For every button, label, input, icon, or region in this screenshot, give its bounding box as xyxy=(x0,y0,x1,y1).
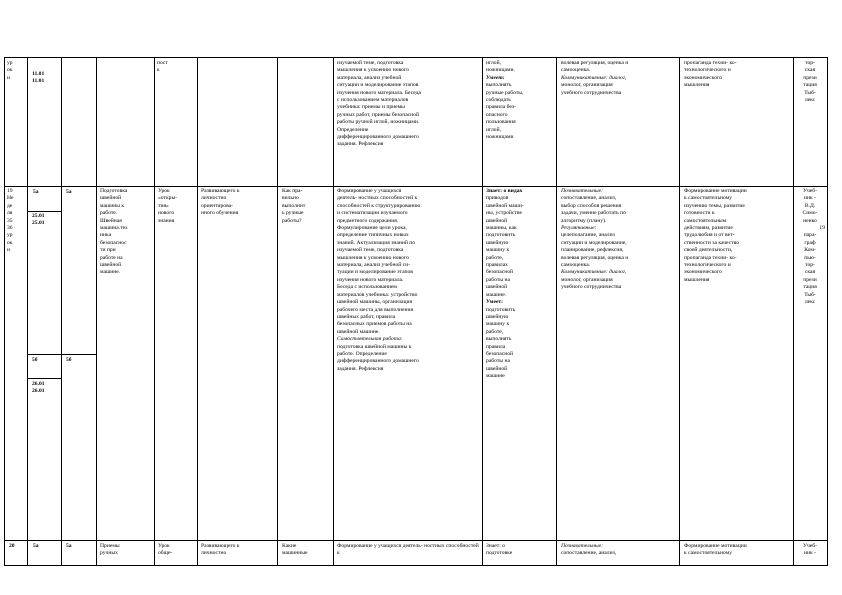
text-line: экономического xyxy=(684,74,722,81)
date-divider-c xyxy=(27,378,61,379)
text-line: нного обучения xyxy=(201,210,239,217)
text-line: пара- xyxy=(803,232,817,239)
text-line: швейной xyxy=(100,262,122,269)
text-line: Коммуникативные: диалог, xyxy=(561,269,627,276)
text-line: определение типичных новых xyxy=(337,232,409,239)
lesson19-uud xyxy=(561,188,677,292)
text-line: швейных работ, правила xyxy=(337,313,396,320)
lesson19-class-b: 5а xyxy=(66,189,72,195)
col-line-3 xyxy=(96,57,97,566)
text-line: правила без- xyxy=(486,104,516,111)
text-line: с использованием материалов xyxy=(337,97,409,104)
col-line-2 xyxy=(61,57,62,566)
text-line: своей деятельности, xyxy=(684,247,733,254)
text-line: Приемы xyxy=(100,543,120,549)
text-line: учебника: приемы и приемы xyxy=(337,104,405,111)
text-line: Развивающего к xyxy=(201,188,240,194)
top-row-col1 xyxy=(7,60,26,82)
col-line-5 xyxy=(197,57,198,566)
text-line: тация xyxy=(803,82,817,89)
text-line: волевая регуляция, оценка и xyxy=(561,254,629,261)
lesson19-results xyxy=(486,188,554,381)
text-line: машину к xyxy=(486,247,510,254)
text-line: вильно xyxy=(282,195,299,202)
lesson20-class-b: 5а xyxy=(66,543,72,549)
text-line: 36 xyxy=(7,225,13,232)
text-line: Как пра- xyxy=(282,188,303,194)
text-line: Учеб- xyxy=(803,188,817,194)
text-line: Урок xyxy=(158,188,170,194)
text-line: приводов xyxy=(486,195,509,202)
date-divider-a xyxy=(27,211,61,212)
top-row-activities xyxy=(337,60,480,149)
col-line-7 xyxy=(333,57,334,566)
date-text: 25.01 xyxy=(32,213,45,219)
text-line: лекс xyxy=(804,299,816,306)
col-line-10 xyxy=(679,57,680,566)
text-line: Коммуникативные: диалог, xyxy=(561,74,627,81)
text-line: подготовке xyxy=(486,550,513,557)
text-line: Беседа с использованием xyxy=(337,284,397,291)
text-line: 19 xyxy=(819,225,825,232)
text-line: пользования xyxy=(486,119,516,126)
text-line: способностей к структурированию xyxy=(337,202,421,209)
text-line: ти при xyxy=(100,247,116,254)
text-line: Умеет: xyxy=(486,299,504,306)
text-line: рабочего места для выполнения xyxy=(337,306,414,313)
top-row-results xyxy=(486,60,554,141)
lesson20-activity: Формирование у учащихся деятель- ностных способностей к xyxy=(337,543,479,557)
text-line: предметного содержания. xyxy=(337,217,399,224)
lesson19-technology xyxy=(201,188,275,218)
text-line: трудолюбия и от вет- xyxy=(684,232,735,239)
date-text: 26.01 xyxy=(32,388,45,395)
text-line: работы ручной иглой, ножницами. xyxy=(337,119,420,126)
text-line: подготовка швейной машины к xyxy=(337,343,412,350)
text-line: Подготовка xyxy=(100,188,128,194)
text-line: «откры- xyxy=(158,195,178,202)
text-line: мышления xyxy=(684,276,710,283)
text-line: изучения нового материала. Беседа xyxy=(337,89,421,96)
date-text: 26.01 xyxy=(32,381,45,387)
text-line: Развивающего к xyxy=(201,543,240,549)
text-line: швейной xyxy=(486,217,508,224)
text-line: выполнит xyxy=(282,202,306,209)
text-line: швейной машине. xyxy=(337,328,380,335)
lesson19-equipment xyxy=(795,188,825,307)
text-line: машины к xyxy=(100,202,125,209)
lesson20-personal xyxy=(684,543,791,558)
text-line: иглой, xyxy=(486,60,501,66)
text-line: машинные xyxy=(282,550,308,557)
text-line: работы на xyxy=(486,276,510,283)
text-line: безопасной xyxy=(486,350,514,357)
top-row-personal xyxy=(684,60,791,90)
text-line: тор- xyxy=(805,262,815,269)
text-line: Тыб- xyxy=(804,291,816,298)
text-line: монолог, организация xyxy=(561,82,613,89)
text-line: швейную xyxy=(486,313,509,320)
text-line: личностно xyxy=(201,195,227,202)
lesson20-number: 20 xyxy=(9,543,15,549)
text-line: ственности за качество xyxy=(684,239,740,246)
lesson20-uud xyxy=(561,543,677,558)
text-line: безопасной xyxy=(486,269,514,276)
text-line: Формирование мотивации xyxy=(684,188,747,194)
text-line: 35 xyxy=(7,217,13,224)
text-line: тация xyxy=(803,284,817,291)
lesson19-activities xyxy=(337,188,480,373)
text-line: ник - xyxy=(804,550,816,557)
lesson20-topic xyxy=(100,543,152,558)
text-line: технологического и xyxy=(684,67,731,74)
text-line: подготовить xyxy=(486,306,516,313)
text-line: Определение xyxy=(337,126,369,133)
text-line: швейной машины, организация xyxy=(337,299,413,306)
text-line: ника xyxy=(100,232,112,239)
lesson19-number xyxy=(7,188,26,255)
text-line: работе, xyxy=(486,328,504,335)
text-line: задачи, умение работать по xyxy=(561,210,626,217)
text-line: задания. Рефлексия xyxy=(337,141,384,148)
text-line: работе, xyxy=(486,254,504,261)
text-line: тор- xyxy=(805,60,815,66)
text-line: изучения нового материала. xyxy=(337,276,404,283)
text-line: швейной xyxy=(486,284,508,291)
text-line: швейной xyxy=(486,365,508,372)
text-line: знаний. Актуализация знаний по xyxy=(337,239,416,246)
text-line: правила xyxy=(486,343,506,350)
text-line: и xyxy=(7,74,10,81)
text-line: Учеб- xyxy=(803,543,817,549)
text-line: мышления к усвоению нового xyxy=(337,67,409,74)
text-line: учебного сотрудничества xyxy=(561,284,622,291)
text-line: ок xyxy=(7,239,13,246)
text-line: изучаемой теме, подготовка xyxy=(337,247,404,254)
text-line: ножницами xyxy=(486,134,514,141)
col-line-4 xyxy=(154,57,155,566)
text-line: работы? xyxy=(282,217,302,224)
lesson19-class-a: 5а xyxy=(33,189,39,195)
text-line: Формирование у учащихся xyxy=(337,188,402,194)
lesson19-personal xyxy=(684,188,791,284)
text-line: планирование, рефлексия, xyxy=(561,247,624,254)
text-line: пропаганда техни- ко- xyxy=(684,254,737,261)
text-line: к самостоятельному xyxy=(684,550,733,557)
text-line: де xyxy=(7,202,13,209)
top-row-dates xyxy=(32,71,60,86)
text-line: иглой, xyxy=(486,126,501,133)
text-line: учебного сотрудничества xyxy=(561,89,622,96)
text-line: выполнять xyxy=(486,336,512,343)
text-line: к xyxy=(157,67,160,74)
text-line: Самостоятельная работа: xyxy=(337,336,403,343)
text-line: работе на xyxy=(100,254,123,261)
text-line: прези xyxy=(803,74,817,81)
lesson20-class-a: 5а xyxy=(33,543,39,549)
text-line: действиям, развитие xyxy=(684,225,733,232)
row-divider-2 xyxy=(4,540,828,541)
text-line: ручных xyxy=(100,550,118,557)
col-line-1 xyxy=(27,57,28,566)
text-line: самооценка. xyxy=(561,262,591,269)
text-line: безопасных приемов работы на xyxy=(337,321,412,328)
date-text: 11.01 xyxy=(32,78,45,85)
lesson20-type xyxy=(158,543,195,558)
text-line: ситуации и моделирование этапов xyxy=(337,82,419,89)
text-line: к самостоятельному xyxy=(684,195,733,202)
text-line: Регулятивные: xyxy=(561,225,597,232)
lesson20-results xyxy=(486,543,554,558)
text-line: материалов учебника: устройство xyxy=(337,291,418,298)
text-line: Ком- xyxy=(804,247,816,254)
text-line: машине. xyxy=(486,291,507,298)
text-line: Швейная xyxy=(100,217,122,224)
text-line: Какие xyxy=(282,543,297,549)
lesson19-class-c: 5б xyxy=(32,357,38,363)
text-line: ок xyxy=(7,67,13,74)
text-line: работе. xyxy=(100,210,118,217)
text-line: опасного xyxy=(486,111,508,118)
text-line: работе. Определение xyxy=(337,350,387,357)
text-line: задания. Рефлексия xyxy=(337,365,384,372)
col-line-8 xyxy=(482,57,483,566)
text-line: Познавательные: xyxy=(561,543,603,549)
text-line: машину к xyxy=(486,321,510,328)
text-line: и систематизации изучаемого xyxy=(337,210,408,217)
text-line: подготовить xyxy=(486,232,516,239)
text-line: Не xyxy=(7,195,14,202)
text-line: пост xyxy=(157,60,168,66)
text-line: мышления xyxy=(684,82,710,89)
text-line: машина.тех xyxy=(100,225,128,232)
lesson20-technology xyxy=(201,543,275,558)
table-border-top xyxy=(4,57,828,58)
text-line: ситуации и моделирование, xyxy=(561,239,627,246)
text-line: соблюдать xyxy=(486,97,511,104)
text-line: тия» xyxy=(158,202,169,209)
date-text: 11.01 xyxy=(32,71,45,77)
text-line: пропаганда техни- ко- xyxy=(684,60,737,66)
text-line: материала, анализ учебной xyxy=(337,74,402,81)
col-line-0 xyxy=(4,57,5,566)
text-line: изучаемой теме, подготовка xyxy=(337,60,404,66)
text-line: материала, анализ учебной си- xyxy=(337,262,411,269)
text-line: пью- xyxy=(804,254,816,261)
text-line: швейной xyxy=(100,195,122,202)
text-line: Тыб- xyxy=(804,89,816,96)
text-line: ник - xyxy=(804,195,816,202)
text-line: В.Д. xyxy=(804,202,816,209)
text-line: ур xyxy=(7,60,13,66)
text-line: швейной маши- xyxy=(486,202,524,209)
text-line: Симо- xyxy=(802,210,818,217)
col-line-6 xyxy=(277,57,278,566)
text-line: волевая регуляция, оценка и xyxy=(561,60,629,66)
text-line: ля xyxy=(7,210,13,217)
text-line: Формирование мотивации xyxy=(684,543,747,549)
text-line: Знает: о xyxy=(486,543,505,549)
text-line: выбор способов решения xyxy=(561,202,622,209)
text-line: дифференцированного домашнего xyxy=(337,134,419,141)
text-line: дифференцированного домашнего xyxy=(337,358,419,365)
lesson19-dates-top xyxy=(32,213,60,228)
text-line: ская xyxy=(804,269,816,276)
row-divider-1 xyxy=(4,186,828,187)
text-line: и xyxy=(7,247,10,254)
text-line: алгоритму (плану). xyxy=(561,217,607,224)
date-divider-b xyxy=(27,354,96,355)
col-line-9 xyxy=(556,57,557,566)
text-line: самостоятельным xyxy=(684,217,727,224)
top-row-col5 xyxy=(157,60,195,75)
text-line: целеполагание, анализ xyxy=(561,232,615,239)
text-line: готовности к xyxy=(684,210,715,217)
lesson19-type xyxy=(158,188,195,225)
text-line: ь ручные xyxy=(282,210,304,217)
text-line: ножницами. xyxy=(486,67,515,74)
text-line: изучению темы, развитие xyxy=(684,202,745,209)
text-line: самооценка. xyxy=(561,67,591,74)
text-line: правилах xyxy=(486,262,508,269)
text-line: Умеет: xyxy=(486,74,505,81)
text-line: мышления к усвоению нового xyxy=(337,254,409,261)
text-line: ручных работ, приемы безопасной xyxy=(337,111,419,118)
text-line: экономического xyxy=(684,269,722,276)
table-border-bottom xyxy=(4,565,828,566)
text-line: машине. xyxy=(100,269,121,276)
text-line: обще- xyxy=(158,550,173,557)
lesson20-problem xyxy=(282,543,331,558)
lesson19-dates-bottom xyxy=(32,381,60,396)
text-line: нового xyxy=(158,210,175,217)
top-row-equipment xyxy=(795,60,825,104)
text-line: прези xyxy=(803,276,817,283)
lesson19-problem xyxy=(282,188,331,225)
date-text: 25.01 xyxy=(32,220,45,227)
top-row-uud xyxy=(561,60,677,97)
text-line: ручные работы, xyxy=(486,89,524,96)
text-line: сопоставление, анализ, xyxy=(561,550,617,557)
lesson20-equipment xyxy=(795,543,825,558)
text-line: Познавательные: xyxy=(561,188,603,194)
text-line: ориентирова- xyxy=(201,202,234,209)
col-line-11 xyxy=(793,57,794,566)
text-line: монолог, организация xyxy=(561,276,613,283)
text-line: ненко xyxy=(803,217,817,224)
text-line: деятель- ностных способностей к xyxy=(337,195,418,202)
text-line: технологического и xyxy=(684,262,731,269)
text-line: туации и моделирование этапов xyxy=(337,269,413,276)
text-line: граф xyxy=(804,239,816,246)
text-line: ны, устройстве xyxy=(486,210,522,217)
text-line: лекс xyxy=(804,97,816,104)
text-line: Формулирование цели урока, xyxy=(337,225,407,232)
text-line: личностно xyxy=(201,550,227,557)
text-line: ур xyxy=(7,232,13,239)
text-line: Урок xyxy=(158,543,170,549)
lesson19-class-d: 5б xyxy=(66,357,72,363)
text-line: безопаснос xyxy=(100,239,127,246)
text-line: работы на xyxy=(486,358,510,365)
text-line: машины, как xyxy=(486,225,517,232)
text-line: 19 xyxy=(7,188,13,194)
text-line: сопоставление, анализ, xyxy=(561,195,617,202)
text-line: швейную xyxy=(486,239,509,246)
lesson19-topic xyxy=(100,188,152,277)
text-line: выполнять xyxy=(486,82,512,89)
text-line: Знает: о видах xyxy=(486,188,523,194)
text-line: ская xyxy=(804,67,816,74)
text-line: знания xyxy=(158,217,175,224)
col-line-12 xyxy=(827,57,828,566)
text-line: машине xyxy=(486,373,505,380)
